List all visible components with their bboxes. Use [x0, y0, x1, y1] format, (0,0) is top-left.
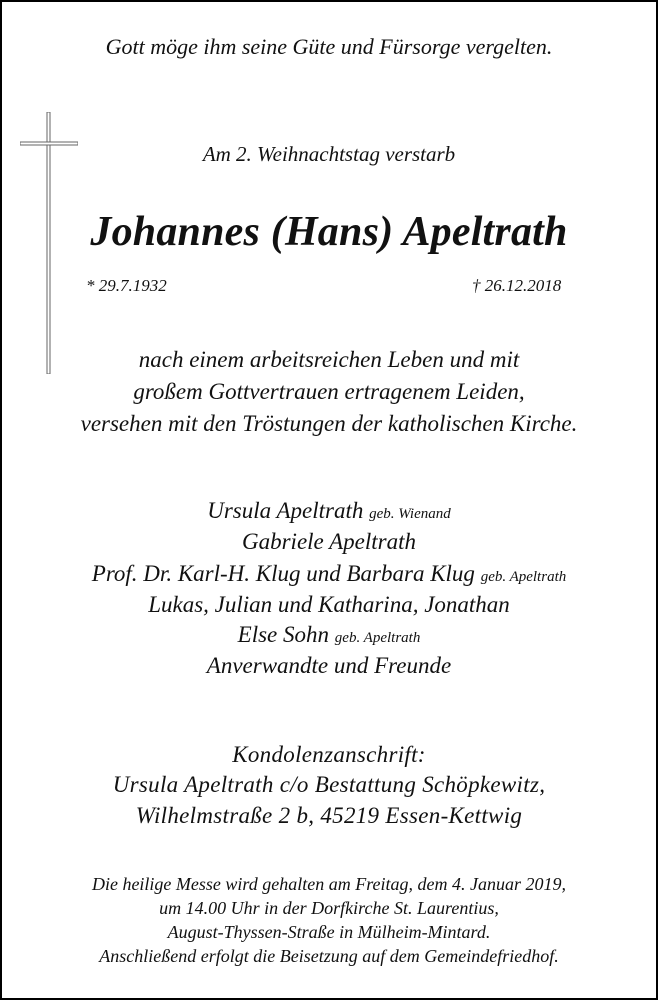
- intro-text: Am 2. Weihnachtstag verstarb: [202, 142, 456, 166]
- condolence-address-line: Ursula Apeltrath c/o Bestattung Schöpkewitz,: [112, 772, 546, 797]
- mass-info-line: August-Thyssen-Straße in Mülheim-Mintard.: [167, 922, 491, 942]
- mourner-line: [2, 561, 656, 587]
- mass-info-line: um 14.00 Uhr in der Dorfkirche St. Laurentius,: [159, 898, 499, 918]
- deceased-name: Johannes (Hans) Apeltrath: [90, 209, 568, 255]
- mass-info-line: Die heilige Messe wird gehalten am Freitag, dem 4. Januar 2019,: [91, 874, 567, 894]
- mourner-name: Else Sohn: [237, 622, 330, 647]
- body-line: nach einem arbeitsreichen Leben und mit: [138, 347, 520, 372]
- mourner-name: Gabriele Apeltrath: [242, 529, 416, 554]
- mourner-line: [2, 498, 656, 524]
- condolence-label: Kondolenzanschrift:: [232, 742, 426, 767]
- mourner-name: Prof. Dr. Karl-H. Klug und Barbara Klug: [91, 561, 475, 586]
- mourner-note: geb. Wienand: [369, 506, 451, 522]
- mourner-line: [2, 529, 656, 555]
- mourner-name: Ursula Apeltrath: [207, 498, 364, 523]
- mourner-line: [2, 653, 656, 679]
- body-line: großem Gottvertrauen ertragenem Leiden,: [133, 379, 525, 404]
- mass-info-line: Anschließend erfolgt die Beisetzung auf dem Gemeindefriedhof.: [99, 946, 559, 966]
- birth-date: * 29.7.1932: [86, 276, 167, 295]
- header-verse: Gott möge ihm seine Güte und Fürsorge vergelten.: [105, 34, 553, 59]
- body-line: versehen mit den Tröstungen der katholischen Kirche.: [80, 411, 578, 436]
- mourner-name: Anverwandte und Freunde: [206, 653, 452, 678]
- mourner-name: Lukas, Julian und Katharina, Jonathan: [148, 592, 510, 617]
- mourner-line: [2, 622, 656, 648]
- mourner-line: [2, 592, 656, 618]
- condolence-address-line: Wilhelmstraße 2 b, 45219 Essen-Kettwig: [135, 803, 523, 828]
- mourner-note: geb. Apeltrath: [480, 569, 567, 585]
- mourner-note: geb. Apeltrath: [334, 630, 421, 646]
- death-date: † 26.12.2018: [472, 276, 562, 295]
